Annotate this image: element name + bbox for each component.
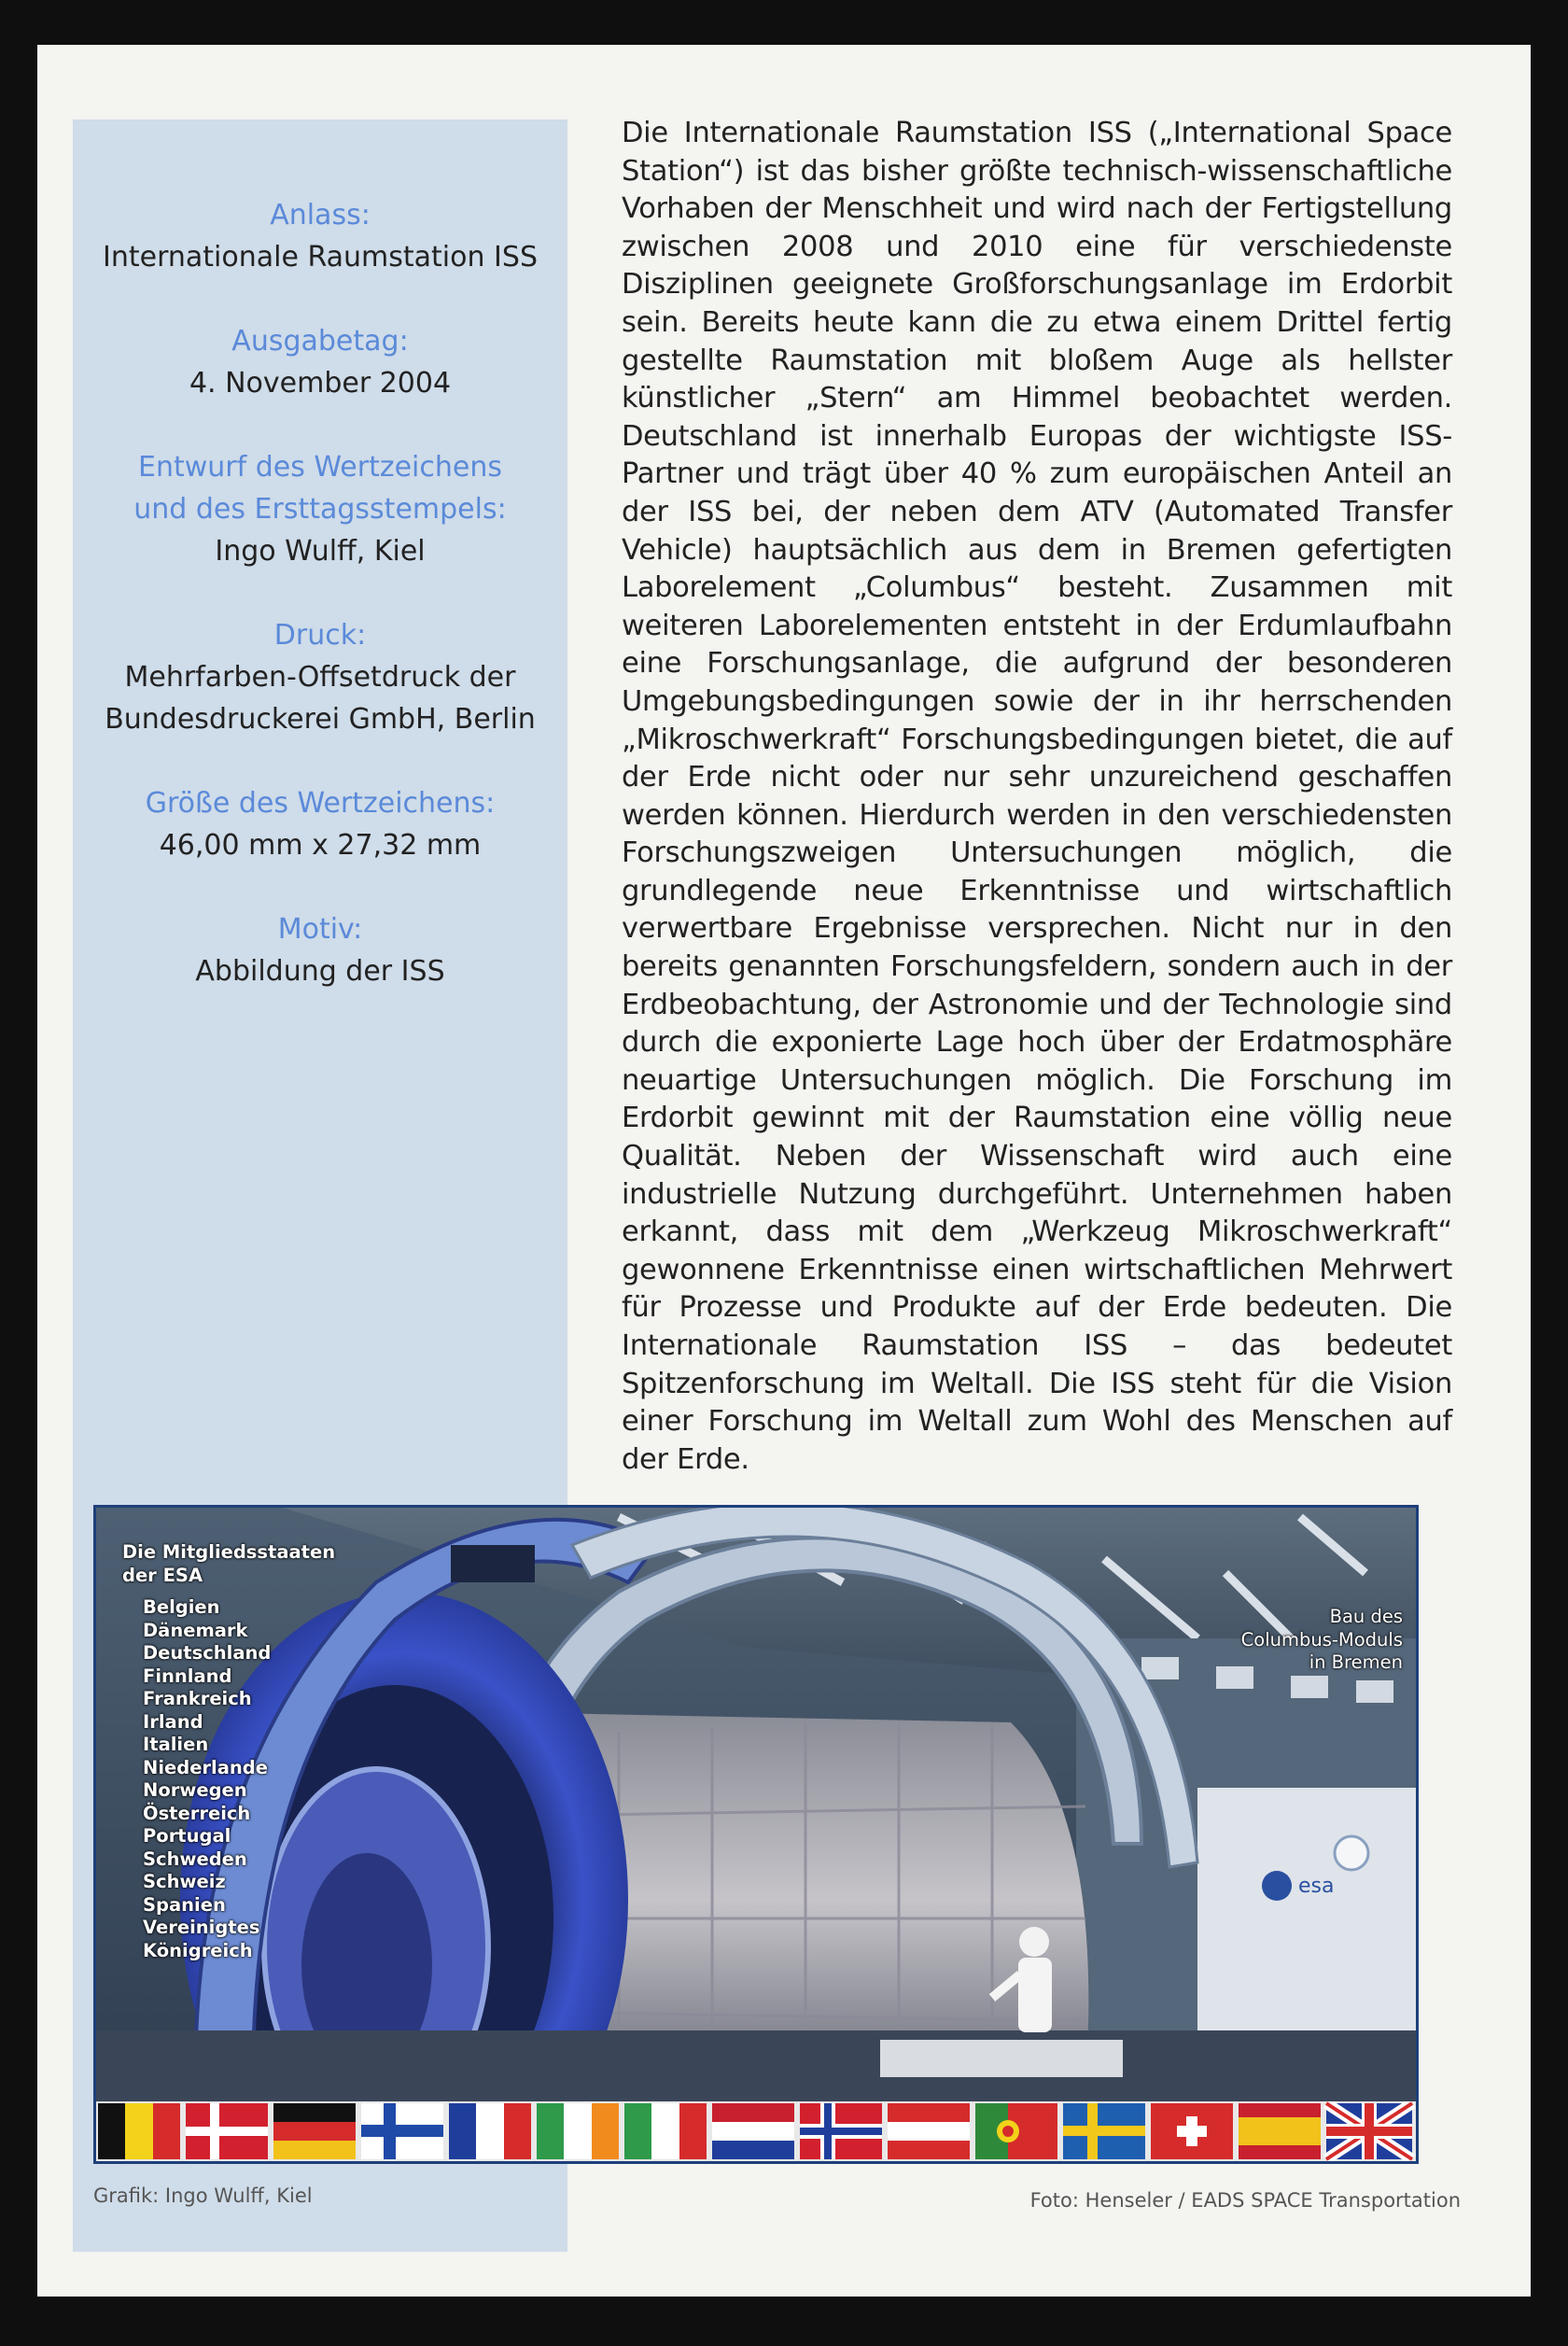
germany-flag <box>273 2103 356 2159</box>
member-flags-strip <box>96 2101 1416 2161</box>
info-value: 4. November 2004 <box>189 367 452 400</box>
sweden-flag <box>1063 2103 1145 2159</box>
list-item: Finnland <box>143 1665 232 1687</box>
info-value: Mehrfarben-Offsetdruck der <box>124 661 516 694</box>
info-label: Ausgabetag: <box>231 325 409 358</box>
list-item: Irland <box>143 1710 203 1733</box>
info-value: Abbildung der ISS <box>195 955 445 988</box>
list-item: Portugal <box>143 1825 231 1847</box>
info-design <box>73 446 567 572</box>
france-flag <box>449 2103 531 2159</box>
issue-info <box>73 194 567 1034</box>
info-print <box>73 614 567 740</box>
info-label: Größe des Wertzeichens: <box>145 787 496 820</box>
list-item: Frankreich <box>143 1688 252 1709</box>
info-stamp-size <box>73 782 567 866</box>
italy-flag <box>624 2103 707 2159</box>
caption-line: Columbus-Moduls <box>1240 1628 1403 1651</box>
graphic-credit: Grafik: Ingo Wulff, Kiel <box>93 2184 313 2207</box>
esa-logo-text: esa <box>1298 1875 1335 1898</box>
list-item: Schweiz <box>143 1871 226 1892</box>
caption-line: Bau des <box>1329 1606 1403 1627</box>
list-item: Königreich <box>143 1939 253 1961</box>
info-issue-date <box>73 320 567 404</box>
norway-flag <box>800 2103 882 2159</box>
list-item: Vereinigtes <box>143 1917 260 1938</box>
photo-credit: Foto: Henseler / EADS SPACE Transportation <box>1029 2189 1461 2212</box>
switzerland-flag <box>1151 2103 1233 2159</box>
list-item: Spanien <box>143 1893 226 1916</box>
info-motif <box>73 908 567 992</box>
spain-flag <box>1239 2103 1321 2159</box>
list-item: Belgien <box>143 1596 220 1618</box>
esa-member-states <box>122 1541 335 1962</box>
caption-line: in Bremen <box>1309 1651 1403 1673</box>
info-label: Anlass: <box>270 199 371 232</box>
photo-caption <box>1241 1606 1403 1675</box>
info-value: Ingo Wulff, Kiel <box>215 535 426 568</box>
info-label: Motiv: <box>277 913 363 946</box>
finland-flag <box>361 2103 443 2159</box>
info-label: und des Ersttagsstempels: <box>133 493 507 526</box>
info-label: Entwurf des Wertzeichens <box>138 451 502 484</box>
list-item: Österreich <box>143 1802 251 1824</box>
member-list <box>143 1596 335 1962</box>
columbus-module-photo <box>93 1505 1419 2164</box>
ireland-flag <box>537 2103 619 2159</box>
united-kingdom-flag <box>1326 2103 1412 2159</box>
portugal-flag <box>975 2103 1057 2159</box>
list-item: Schweden <box>143 1847 247 1870</box>
members-title: der ESA <box>122 1564 203 1586</box>
list-item: Deutschland <box>143 1642 272 1664</box>
list-item: Norwegen <box>143 1779 247 1801</box>
info-value: Bundesdruckerei GmbH, Berlin <box>105 703 536 736</box>
list-item: Niederlande <box>143 1756 268 1778</box>
austria-flag <box>888 2103 970 2159</box>
belgium-flag <box>98 2103 180 2159</box>
info-value: 46,00 mm x 27,32 mm <box>159 829 482 862</box>
info-value: Internationale Raumstation ISS <box>103 241 538 274</box>
netherlands-flag <box>712 2103 794 2159</box>
denmark-flag <box>186 2103 268 2159</box>
article-body: Die Internationale Raumstation ISS („International Space Station“) ist das bisher größte technisch-wissenschaftliche Vorhaben der Menschheit und wird nach der Fertigstellung zwischen 2008 und 2010 eine für verschiedenste Disziplinen geeignete Großforschungsanlage im Erdorbit sein. Bereits heute kann die zu etwa einem Drittel fertig gestellte Raumstation mit bloßem Auge als hellster künstlicher „Stern“ am Himmel beobachtet werden. Deutschland ist innerhalb Europas der wichtigste ISS-Partner und trägt über 40 % zum europäischen Anteil an der ISS bei, der neben dem ATV (Automated Transfer Vehicle) hauptsächlich aus dem in Bremen gefertigten Laborelement „Columbus“ besteht. Zusammen mit weiteren Laborelementen entsteht in der Erdumlaufbahn eine Forschungsanlage, die aufgrund der besonderen Umgebungsbedingungen sowie der in ihr herrschenden „Mikroschwerkraft“ Forschungsbedingungen bietet, die auf der Erde nicht oder nur sehr unzureichend geschaffen werden können. Hierdurch werden in den verschiedensten Forschungszweigen Untersuchungen möglich, die grundlegende neue Erkenntnisse und wirtschaftlich verwertbare Ergebnisse versprechen. Nicht nur in den bereits genannten Forschungsfeldern, sondern auch in der Erdbeobachtung, der Astronomie und der Technologie sind durch die exponierte Lage hoch über der Erdatmosphäre neuartige Untersuchungen möglich. Die Forschung im Erdorbit gewinnt mit der Raumstation eine völlig neue Qualität. Neben der Wissenschaft wird auch eine industrielle Nutzung durchgeführt. Unternehmen haben erkannt, dass mit dem „Werkzeug Mikroschwerkraft“ gewonnene Erkenntnisse einen wirtschaftlichen Mehrwert für Prozesse und Produkte auf der Erde bedeuten. Die Internationale Raumstation ISS – das bedeutet Spitzenforschung im Weltall. Die ISS steht für die Vision einer Forschung im Weltall zum Wohl des Menschen auf der Erde. <box>622 117 1452 1476</box>
list-item: Italien <box>143 1734 209 1755</box>
list-item: Dänemark <box>143 1619 248 1641</box>
info-label: Druck: <box>273 619 367 652</box>
info-occasion <box>73 194 567 278</box>
members-title: Die Mitgliedsstaaten <box>122 1541 336 1563</box>
